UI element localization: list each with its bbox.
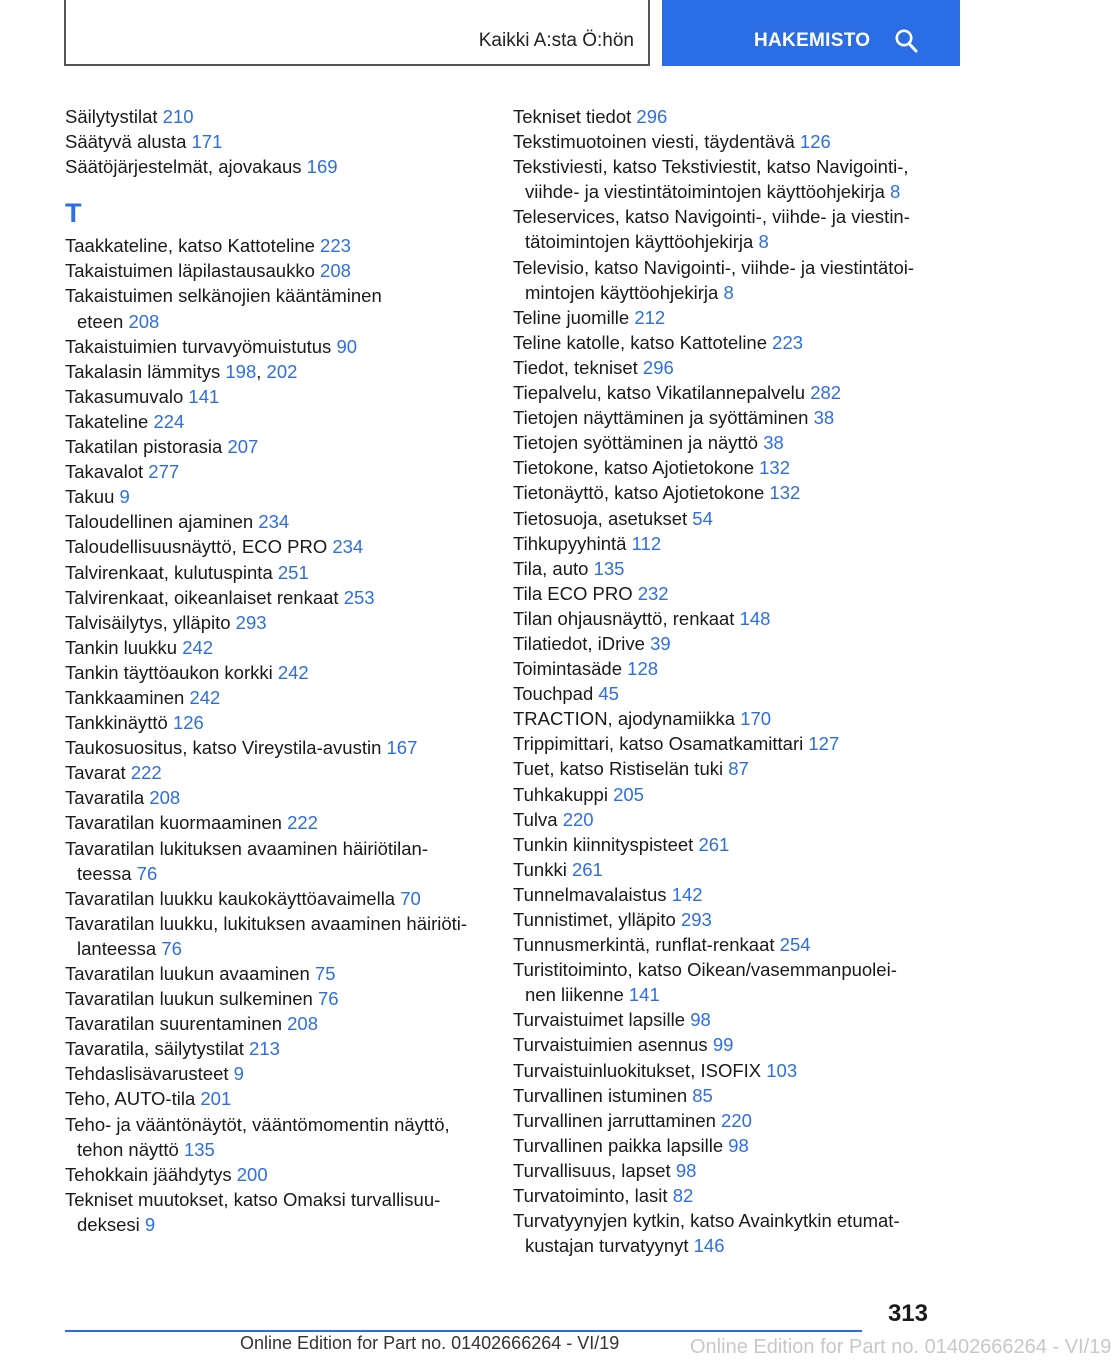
index-entry xyxy=(513,706,943,731)
index-entry xyxy=(65,560,485,585)
index-entry xyxy=(65,484,485,509)
index-entry-text: Tiepalvelu, katso Vikatilannepalvelu xyxy=(513,382,806,404)
index-entry-text-line2: kustajan turvatyynyt xyxy=(525,1235,689,1257)
index-entry-text: Tietokone, katso Ajotietokone xyxy=(513,457,754,479)
page-link[interactable]: 242 xyxy=(189,686,221,708)
index-entry-continuation xyxy=(513,982,943,1007)
page-link[interactable]: 76 xyxy=(136,862,158,884)
index-entry xyxy=(65,785,485,810)
index-entry xyxy=(513,957,943,1007)
page-link[interactable]: 146 xyxy=(693,1235,725,1257)
page-link[interactable]: 85 xyxy=(692,1084,713,1106)
index-entry-text: Talvirenkaat, oikeanlaiset renkaat xyxy=(65,586,339,608)
index-entry-text: Tankin täyttöaukon korkki xyxy=(65,661,273,683)
index-entry xyxy=(65,760,485,785)
index-entry-text: Tankkinäyttö xyxy=(65,712,168,734)
index-entry-text: Tavaratilan lukituksen avaaminen häiriötilan- xyxy=(65,837,428,859)
page-link[interactable]: 202 xyxy=(266,360,298,382)
index-entry xyxy=(65,1112,485,1162)
index-entry xyxy=(65,1187,485,1237)
page-link[interactable]: 251 xyxy=(277,561,309,583)
index-entry-text-line2: teessa xyxy=(77,862,132,884)
index-entry xyxy=(65,836,485,886)
page-link[interactable]: 205 xyxy=(613,783,644,805)
page-link[interactable]: 54 xyxy=(692,507,713,529)
index-entry xyxy=(513,1183,943,1208)
index-entry xyxy=(513,204,943,254)
page-link[interactable]: 132 xyxy=(769,482,801,504)
page-link[interactable]: 220 xyxy=(721,1109,752,1131)
index-entry-text: Tiedot, tekniset xyxy=(513,356,638,378)
index-entry-text: Tekniset muutokset, katso Omaksi turvallisuu- xyxy=(65,1188,441,1210)
index-entry-text: Turvallinen jarruttaminen xyxy=(513,1109,716,1131)
page-link[interactable]: 70 xyxy=(400,887,421,909)
index-entry-text: Takasumuvalo xyxy=(65,385,184,407)
page-link[interactable]: 170 xyxy=(740,708,772,730)
index-entry-text: Turvatoiminto, lasit xyxy=(513,1185,668,1207)
page-link[interactable]: 282 xyxy=(810,382,842,404)
index-entry xyxy=(513,355,943,380)
page-link[interactable]: 98 xyxy=(675,1159,697,1181)
index-entry-text: Tunnelmavalaistus xyxy=(513,883,667,905)
index-entry-text: Tavaratilan kuormaaminen xyxy=(65,812,282,834)
page-link[interactable]: 126 xyxy=(172,712,204,734)
page-link[interactable]: 127 xyxy=(808,733,840,755)
page-link[interactable]: 169 xyxy=(306,156,338,178)
index-entry: Takalasin lämmitys 198, 202 xyxy=(65,360,298,382)
page-link[interactable]: 141 xyxy=(628,984,660,1006)
page-link[interactable]: 9 xyxy=(144,1213,156,1235)
index-entry xyxy=(65,911,485,961)
index-entry-text: Tihkupyyhintä xyxy=(513,532,627,554)
page-link[interactable]: 167 xyxy=(386,737,418,759)
page-link[interactable]: 142 xyxy=(671,883,703,905)
page-link[interactable]: 76 xyxy=(317,988,339,1010)
index-entry-text: Tunkki xyxy=(513,858,567,880)
index-entry xyxy=(513,104,943,129)
index-entry-text: Tavaratila, säilytystilat xyxy=(65,1038,244,1060)
index-entry-text: Turvallinen istuminen xyxy=(513,1084,688,1106)
index-entry xyxy=(65,129,485,154)
index-entry-text: Tehdaslisävarusteet xyxy=(65,1063,229,1085)
index-entry-text: Tuet, katso Ristiselän tuki xyxy=(513,758,724,780)
page-link[interactable]: 232 xyxy=(637,582,669,604)
index-entry-text: Turvaistuinluokitukset, ISOFIX xyxy=(513,1059,762,1081)
index-entry-text: Turistitoiminto, katso Oikean/vasemmanpuolei- xyxy=(513,959,897,981)
index-entry-text-line2: mintojen käyttöohjekirja xyxy=(525,281,719,303)
index-entry-text: Tunnistimet, ylläpito xyxy=(513,909,676,930)
tab-a-to-z[interactable] xyxy=(64,0,650,66)
page-link[interactable]: 234 xyxy=(332,536,364,558)
index-entry-text: Takatilan pistorasia xyxy=(65,436,223,458)
page-link[interactable]: 135 xyxy=(183,1138,215,1160)
page-link[interactable]: 277 xyxy=(148,461,180,483)
page-link[interactable]: 38 xyxy=(813,407,835,429)
page-link[interactable]: 112 xyxy=(631,532,662,554)
index-entry xyxy=(513,1208,943,1258)
page-link[interactable]: 242 xyxy=(277,661,309,683)
page-link[interactable]: 9 xyxy=(119,486,130,508)
index-entry-continuation xyxy=(65,1212,485,1237)
index-entry-text-line2: deksesi xyxy=(77,1213,140,1235)
index-entry-text: Tulva xyxy=(513,808,558,830)
index-entry xyxy=(513,882,943,907)
index-entry-text: Turvallisuus, lapset xyxy=(513,1159,671,1181)
index-entry-text: Turvatyynyjen kytkin, katso Avainkytkin etumat- xyxy=(513,1210,900,1232)
page-link[interactable]: 208 xyxy=(287,1013,319,1035)
index-entry xyxy=(65,104,485,129)
page-link[interactable]: 261 xyxy=(571,858,603,880)
footer-edition-text: Online Edition for Part no. 01402666264 - VI/19 xyxy=(240,1333,620,1353)
index-entry xyxy=(513,480,943,505)
index-entry xyxy=(513,907,943,932)
index-entry-text: Teleservices, katso Navigointi-, viihde- ja viestin- xyxy=(513,206,910,228)
page-link[interactable]: 39 xyxy=(650,632,671,654)
index-entry xyxy=(513,305,943,330)
page-link[interactable]: 132 xyxy=(759,457,791,479)
index-entry xyxy=(513,531,943,556)
index-entry xyxy=(513,1058,943,1083)
index-entry-text: Tavaratilan luukku kaukokäyttöavaimella xyxy=(65,887,396,909)
index-entry xyxy=(513,255,943,305)
index-entry xyxy=(513,932,943,957)
page-link[interactable]: 200 xyxy=(236,1163,268,1185)
index-entry xyxy=(65,154,485,179)
index-entry-text: Tila, auto xyxy=(513,557,589,579)
index-entry-text: Turvaistuimien asennus xyxy=(513,1034,708,1056)
index-entry-text: Talvirenkaat, kulutuspinta xyxy=(65,561,273,583)
index-entry-text: Tekstiviesti, katso Tekstiviestit, katso Navigointi-, xyxy=(513,156,909,178)
index-entry-text: Touchpad xyxy=(513,683,594,705)
watermark: Online Edition for Part no. 01402666264 - VI/19 xyxy=(690,1336,1111,1358)
page-link[interactable]: 128 xyxy=(627,658,659,680)
page-link[interactable]: 224 xyxy=(153,410,185,432)
page-link[interactable]: 212 xyxy=(634,306,666,328)
index-entry xyxy=(65,1086,485,1111)
index-entry-text: Turvallinen paikka lapsille xyxy=(513,1134,724,1156)
index-entry xyxy=(513,1032,943,1057)
index-entry-text: Takaistuimien turvavyömuistutus xyxy=(65,335,332,357)
index-entry xyxy=(65,459,485,484)
index-entry-continuation xyxy=(513,229,943,254)
header xyxy=(0,0,960,66)
index-entry-text: Takuu xyxy=(65,486,115,508)
tab-index-label: HAKEMISTO xyxy=(754,30,871,51)
index-entry xyxy=(513,756,943,781)
index-entry-text: Tunkin kiinnityspisteet xyxy=(513,833,694,855)
page-link[interactable]: 220 xyxy=(562,808,594,830)
page-link[interactable]: 126 xyxy=(799,131,831,153)
page-link[interactable]: 208 xyxy=(320,260,351,282)
index-entry xyxy=(513,606,943,631)
index-entry-text: Trippimittari, katso Osamatkamittari xyxy=(513,733,804,755)
index-entry-text: Takaistuimen läpilastausaukko xyxy=(65,260,315,282)
index-entry-text: Tietonäyttö, katso Ajotietokone xyxy=(513,482,765,504)
index-entry-text: Säilytystilat xyxy=(65,106,158,127)
page-link[interactable]: 296 xyxy=(636,106,668,127)
page-link[interactable]: 99 xyxy=(712,1034,734,1056)
index-entry-text: Teho, AUTO-tila xyxy=(65,1088,196,1110)
page-link[interactable]: 8 xyxy=(890,181,901,203)
index-entry xyxy=(513,129,943,154)
index-entry xyxy=(513,681,943,706)
index-entry-text: Säätöjärjestelmät, ajovakaus xyxy=(65,156,302,178)
index-entry xyxy=(65,886,485,911)
page-link[interactable]: 98 xyxy=(690,1009,711,1031)
page-link[interactable]: 98 xyxy=(728,1134,749,1156)
index-entry-text: TRACTION, ajodynamiikka xyxy=(513,708,736,730)
index-entry xyxy=(65,384,485,409)
index-entry xyxy=(513,656,943,681)
index-entry-text: Takavalot xyxy=(65,461,144,483)
index-entry xyxy=(65,961,485,986)
page-link[interactable]: 82 xyxy=(672,1185,694,1207)
page-link[interactable]: 8 xyxy=(723,281,734,303)
index-entry-text: Tuhkakuppi xyxy=(513,783,608,805)
index-entry-text: Televisio, katso Navigointi-, viihde- ja viestintätoi- xyxy=(513,256,915,278)
index-entry-text: Tavaratilan suurentaminen xyxy=(65,1013,282,1035)
index-entry-text: Tekstimuotoinen viesti, täydentävä xyxy=(513,131,795,153)
index-entry-text: Turvaistuimet lapsille xyxy=(513,1009,686,1031)
page-link[interactable]: 207 xyxy=(227,436,259,458)
page-link[interactable]: 38 xyxy=(763,432,784,454)
index-entry-text: Teline katolle, katso Kattoteline xyxy=(513,331,768,353)
page-link[interactable]: 141 xyxy=(188,385,220,407)
page-link[interactable]: 213 xyxy=(249,1038,280,1060)
index-entry-text: Tavaratilan luukun sulkeminen xyxy=(65,988,313,1010)
page-link[interactable]: 103 xyxy=(766,1059,798,1081)
index-entry-text: Taloudellisuusnäyttö, ECO PRO xyxy=(65,536,328,558)
index-column-right xyxy=(513,104,943,1258)
index-entry-text: Tekniset tiedot xyxy=(513,106,632,127)
index-entry xyxy=(65,735,485,760)
page-number: 313 xyxy=(887,1300,928,1327)
index-entry xyxy=(65,1011,485,1036)
index-entry xyxy=(65,660,485,685)
index-entry xyxy=(65,585,485,610)
index-entry-continuation xyxy=(65,309,485,334)
page-link[interactable]: 171 xyxy=(191,131,223,153)
index-entry xyxy=(513,807,943,832)
index-entry xyxy=(65,710,485,735)
index-entry-text: Takaistuimen selkänojien kääntäminen xyxy=(65,285,382,307)
index-entry xyxy=(513,506,943,531)
index-entry xyxy=(513,380,943,405)
index-entry xyxy=(513,1158,943,1183)
index-entry-text: Taukosuositus, katso Vireystila-avustin xyxy=(65,737,382,759)
tab-a-to-z-label: Kaikki A:sta Ö:hön xyxy=(478,30,634,51)
index-entry xyxy=(513,1108,943,1133)
page-link[interactable]: 76 xyxy=(161,937,182,959)
index-entry xyxy=(513,832,943,857)
index-entry xyxy=(65,810,485,835)
page-link[interactable]: 45 xyxy=(598,683,619,705)
index-entry xyxy=(513,455,943,480)
index-entry-text: Tankin luukku xyxy=(65,636,178,658)
page-link[interactable]: 208 xyxy=(149,787,181,809)
index-entry xyxy=(65,610,485,635)
index-entry xyxy=(65,534,485,559)
index-entry-text-line2: eteen xyxy=(77,310,124,332)
search-icon[interactable] xyxy=(894,28,918,54)
index-entry-text: Toimintasäde xyxy=(513,658,623,680)
page-link[interactable]: 222 xyxy=(287,812,318,834)
page-link[interactable]: 87 xyxy=(728,758,749,780)
index-entry-text: Tilan ohjausnäyttö, renkaat xyxy=(513,607,735,629)
index-entry-text: Säätyvä alusta xyxy=(65,131,187,153)
index-entry xyxy=(513,581,943,606)
index-entry-text-line2: tätoimintojen käyttöohjekirja xyxy=(525,231,754,253)
page-link[interactable]: 293 xyxy=(235,611,267,633)
index-entry xyxy=(65,986,485,1011)
index-entry-text: Tavaratila xyxy=(65,787,145,809)
page-link[interactable]: 210 xyxy=(162,106,194,127)
index-column-left xyxy=(65,104,485,1237)
index-entry-continuation xyxy=(65,861,485,886)
index-entry-text: Taakkateline, katso Kattoteline xyxy=(65,235,315,257)
index-entry-continuation xyxy=(513,1233,943,1258)
page-link[interactable]: 296 xyxy=(642,356,674,378)
index-entry xyxy=(65,334,485,359)
index-entry-text-line2: lanteessa xyxy=(77,937,157,959)
index-entry-text: Taloudellinen ajaminen xyxy=(65,511,254,533)
index-entry-text: Tunnusmerkintä, runflat-renkaat xyxy=(513,934,775,956)
index-entry xyxy=(513,154,943,204)
index-entry-text: Tila ECO PRO xyxy=(513,582,633,604)
page-link[interactable]: 234 xyxy=(258,511,290,533)
page-link[interactable]: 293 xyxy=(680,909,712,930)
page-link[interactable]: 8 xyxy=(758,231,769,253)
index-entry-text: Tietosuoja, asetukset xyxy=(513,507,688,529)
page-link[interactable]: 198 xyxy=(225,360,257,382)
index-entry xyxy=(65,1061,485,1086)
page-link[interactable]: 148 xyxy=(739,607,771,629)
index-entry xyxy=(65,434,485,459)
page-link[interactable]: 253 xyxy=(343,586,375,608)
index-entry-text: Tilatiedot, iDrive xyxy=(513,632,645,654)
index-entry-text: Tehokkain jäähdytys xyxy=(65,1163,232,1185)
index-entry xyxy=(65,1162,485,1187)
index-entry-text: Tietojen syöttäminen ja näyttö xyxy=(513,432,759,454)
page-link[interactable]: 222 xyxy=(130,762,162,784)
footer-divider xyxy=(65,1330,862,1332)
index-entry-text: Teho- ja vääntönäytöt, vääntömomentin näyttö, xyxy=(65,1113,450,1135)
index-entry xyxy=(65,685,485,710)
index-entry-text: Takalasin lämmitys xyxy=(65,360,221,382)
index-entry-text: Tavarat xyxy=(65,762,126,784)
index-entry xyxy=(65,509,485,534)
page-link[interactable]: 254 xyxy=(779,934,811,956)
index-entry-continuation xyxy=(65,1137,485,1162)
index-entry xyxy=(513,405,943,430)
index-entry-continuation xyxy=(513,280,943,305)
index-entry-continuation xyxy=(65,936,485,961)
index-entry xyxy=(65,1036,485,1061)
index-entry xyxy=(513,1007,943,1032)
index-entry-text-line2: tehon näyttö xyxy=(77,1138,179,1160)
page-link[interactable]: 242 xyxy=(182,636,214,658)
page-link[interactable]: 223 xyxy=(772,331,804,353)
index-entry xyxy=(513,857,943,882)
page-link[interactable]: 208 xyxy=(128,310,160,332)
page-link[interactable]: 9 xyxy=(233,1063,244,1085)
index-entry-text-line2: viihde- ja viestintätoimintojen käyttöohjekirja xyxy=(525,181,885,203)
page-link[interactable]: 261 xyxy=(698,833,730,855)
index-entry xyxy=(513,782,943,807)
index-entry xyxy=(65,233,485,258)
index-entry-text: Talvisäilytys, ylläpito xyxy=(65,611,231,633)
index-entry xyxy=(513,430,943,455)
index-entry xyxy=(513,631,943,656)
index-entry xyxy=(65,258,485,283)
index-entry xyxy=(65,635,485,660)
index-entry xyxy=(513,330,943,355)
index-letter-heading: T xyxy=(65,198,82,229)
page-link[interactable]: 201 xyxy=(200,1088,232,1110)
page-link[interactable]: 75 xyxy=(314,963,336,984)
tab-index[interactable] xyxy=(662,0,960,66)
index-entry-text: Tankkaaminen xyxy=(65,686,185,708)
index-entry-text-line2: nen liikenne xyxy=(525,984,624,1006)
index-entry-text: Takateline xyxy=(65,410,149,432)
index-entry xyxy=(513,1133,943,1158)
index-entry-continuation xyxy=(513,179,943,204)
index-entry xyxy=(513,731,943,756)
index-entry-text: Teline juomille xyxy=(513,306,630,328)
page-link[interactable]: 90 xyxy=(336,335,358,357)
index-entry xyxy=(513,556,943,581)
index-entry xyxy=(65,409,485,434)
page-link[interactable]: 223 xyxy=(320,235,351,257)
index-entry xyxy=(65,283,485,333)
index-entry-text: Tavaratilan luukun avaaminen xyxy=(65,963,310,984)
page-link[interactable]: 135 xyxy=(593,557,625,579)
index-entry-text: Tietojen näyttäminen ja syöttäminen xyxy=(513,407,809,429)
index-entry xyxy=(513,1083,943,1108)
index-entry-text: Tavaratilan luukku, lukituksen avaaminen häiriöti- xyxy=(65,912,468,934)
